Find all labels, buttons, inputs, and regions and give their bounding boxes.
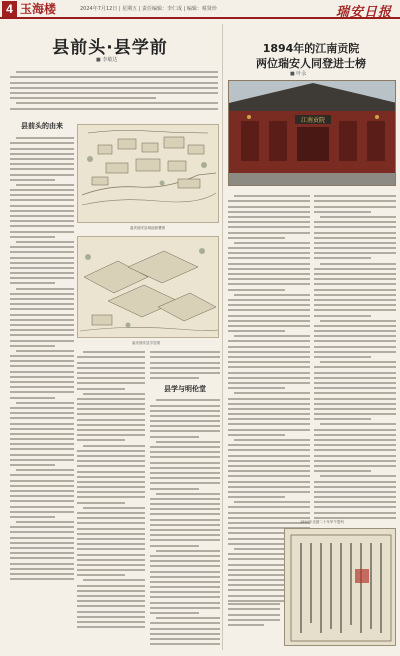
right-article-title-line1: 1894年的江南贡院 [262,42,360,55]
newspaper-logo: 瑞安日报 [335,5,392,20]
school-map-image [77,236,219,338]
left-article-title: 县前头·县学前 [52,38,168,58]
right-column-tail [228,600,280,648]
column-divider [222,24,223,650]
subhead-2: 县学与明伦堂 [164,385,206,394]
caption-map-1: 嘉庆瑞安县城池衙署图 [130,226,165,230]
jinshi-list-image [284,528,396,646]
left-column-1 [10,118,74,648]
left-column-2 [77,348,145,648]
left-column-3 [150,348,220,648]
city-map-image [77,124,219,223]
right-article-title-line2: 两位瑞安人同登进士榜 [256,57,366,70]
page-number: 4 [2,1,17,17]
right-column-2 [314,192,396,522]
plaque-text: 江南贡院 [300,117,326,124]
gongyuan-photo [228,80,396,186]
subhead-1: 县前头的由来 [21,122,63,130]
section-name: 玉海楼 [20,2,57,16]
inset-caption: 1894年光绪二十年甲午恩科 [300,520,344,524]
caption-map-2: 嘉庆瑞安县学宫图 [132,341,160,345]
left-article-author: ■ 李敏达 [96,57,118,63]
right-article-author: ■ 叶永 [290,71,307,77]
page-header [0,0,400,19]
issue-meta: 2024年7月12日 | 星期五 | 责任编辑：李仁成 | 编辑：蔡贤珍 [80,6,217,12]
left-article-lead [10,68,218,112]
